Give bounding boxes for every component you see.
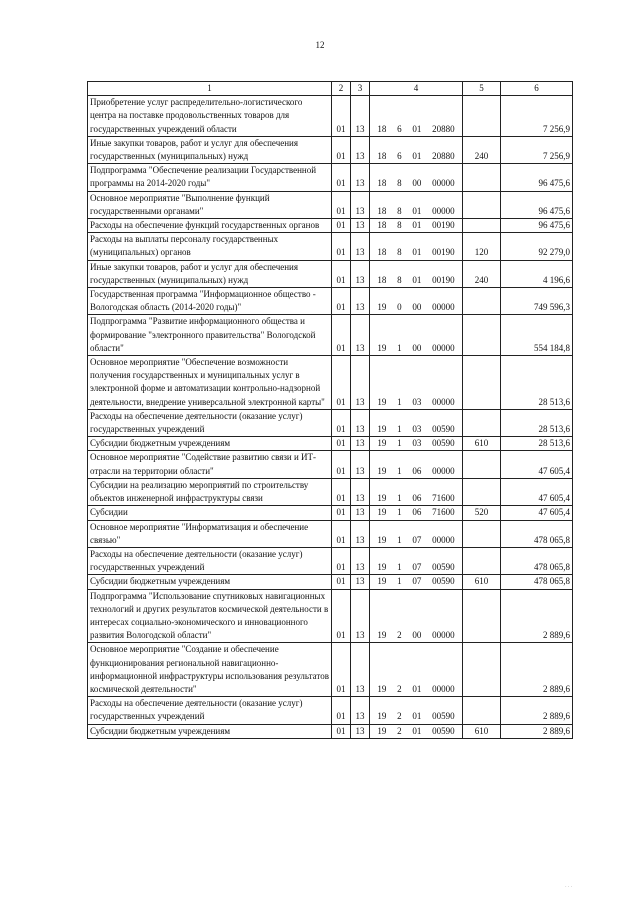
- target-article-part: 19: [377, 302, 387, 313]
- row-section-code: 01: [332, 589, 351, 643]
- target-article-part: 19: [377, 562, 387, 573]
- row-target-article-code: [370, 96, 463, 137]
- row-amount: 749 596,3: [501, 288, 573, 315]
- row-section-code: 01: [332, 260, 351, 287]
- target-article-part: 00000: [432, 534, 455, 545]
- target-article-part: 1: [397, 465, 402, 476]
- row-section-code: 01: [332, 191, 351, 218]
- target-article-part: 00: [412, 342, 422, 353]
- table-row: [88, 697, 573, 724]
- row-amount: 96 475,6: [501, 164, 573, 191]
- table-row: [88, 547, 573, 574]
- row-name: Подпрограмма "Обеспечение реализации Государственной программы на 2014-2020 годы": [88, 164, 332, 191]
- table-row: [88, 288, 573, 315]
- row-subsection-code: 13: [351, 520, 370, 547]
- target-article-part: 00590: [432, 711, 455, 722]
- target-article-part: 00590: [432, 725, 455, 736]
- row-section-code: 01: [332, 219, 351, 233]
- target-article-part: 6: [397, 123, 402, 134]
- row-target-article-code: [370, 478, 463, 505]
- target-article-part: 01: [412, 220, 422, 231]
- table-row: [88, 356, 573, 410]
- row-amount: 7 256,9: [501, 136, 573, 163]
- target-article-part: 00000: [432, 465, 455, 476]
- row-subsection-code: 13: [351, 96, 370, 137]
- row-amount: 478 065,8: [501, 547, 573, 574]
- target-article-part: 18: [377, 247, 387, 258]
- row-target-article-code: [370, 233, 463, 260]
- row-name: Подпрограмма "Развитие информационного общества и формирование "электронного правительства" Вологодской области": [88, 315, 332, 356]
- row-name: Расходы на обеспечение функций государственных органов: [88, 219, 332, 233]
- row-subsection-code: 13: [351, 724, 370, 738]
- row-section-code: 01: [332, 136, 351, 163]
- page-number: 12: [315, 40, 325, 50]
- row-section-code: 01: [332, 356, 351, 410]
- table-row: [88, 233, 573, 260]
- target-article-part: 19: [377, 465, 387, 476]
- row-amount: 92 279,0: [501, 233, 573, 260]
- row-subsection-code: 13: [351, 288, 370, 315]
- row-target-article-code: [370, 136, 463, 163]
- target-article-parts: [372, 150, 460, 163]
- row-target-article-code: [370, 219, 463, 233]
- row-subsection-code: 13: [351, 451, 370, 478]
- row-section-code: 01: [332, 288, 351, 315]
- table-row: [88, 219, 573, 233]
- target-article-part: 00590: [432, 562, 455, 573]
- header-col-5: 5: [463, 82, 501, 96]
- table-row: [88, 437, 573, 451]
- target-article-part: 03: [412, 396, 422, 407]
- target-article-part: 00: [412, 178, 422, 189]
- row-target-article-code: [370, 356, 463, 410]
- row-subsection-code: 13: [351, 233, 370, 260]
- row-target-article-code: [370, 506, 463, 520]
- header-col-4: 4: [370, 82, 463, 96]
- target-article-parts: [372, 205, 460, 218]
- row-name: Основное мероприятие "Создание и обеспечение функционирования региональной навигационно-информационной инфраструктуры использования результатов космической деятельности": [88, 643, 332, 697]
- target-article-part: 2: [397, 683, 402, 694]
- row-name: Основное мероприятие "Информатизация и обеспечение связью": [88, 520, 332, 547]
- row-section-code: 01: [332, 233, 351, 260]
- row-amount: 2 889,6: [501, 589, 573, 643]
- header-col-6: 6: [501, 82, 573, 96]
- target-article-part: 8: [397, 205, 402, 216]
- target-article-part: 00000: [432, 205, 455, 216]
- row-name: Субсидии бюджетным учреждениям: [88, 724, 332, 738]
- row-subsection-code: 13: [351, 478, 370, 505]
- target-article-part: 00590: [432, 576, 455, 587]
- target-article-parts: [372, 710, 460, 723]
- row-subsection-code: 13: [351, 437, 370, 451]
- target-article-part: 1: [397, 396, 402, 407]
- target-article-part: 19: [377, 342, 387, 353]
- target-article-parts: [372, 561, 460, 574]
- row-expense-type-code: 610: [463, 437, 501, 451]
- row-name: Субсидии бюджетным учреждениям: [88, 575, 332, 589]
- row-name: Расходы на обеспечение деятельности (оказание услуг) государственных учреждений: [88, 409, 332, 436]
- row-subsection-code: 13: [351, 506, 370, 520]
- row-expense-type-code: [463, 589, 501, 643]
- row-subsection-code: 13: [351, 409, 370, 436]
- table-row: [88, 409, 573, 436]
- row-target-article-code: [370, 697, 463, 724]
- row-expense-type-code: [463, 191, 501, 218]
- target-article-part: 19: [377, 683, 387, 694]
- table-header-row: [88, 82, 573, 96]
- target-article-part: 8: [397, 274, 402, 285]
- row-expense-type-code: [463, 164, 501, 191]
- target-article-part: 18: [377, 123, 387, 134]
- row-name: Основное мероприятие "Обеспечение возможности получения государственных и муниципальных услуг в электронной форме и автоматизации контрольно-надзорной деятельности, внедрение универсальной электронной карты": [88, 356, 332, 410]
- target-article-part: 00: [412, 302, 422, 313]
- target-article-part: 01: [412, 205, 422, 216]
- target-article-part: 2: [397, 630, 402, 641]
- budget-table: [87, 81, 573, 739]
- row-subsection-code: 13: [351, 575, 370, 589]
- target-article-part: 03: [412, 438, 422, 449]
- target-article-parts: [372, 246, 460, 259]
- target-article-parts: [372, 177, 460, 190]
- target-article-part: 19: [377, 576, 387, 587]
- row-subsection-code: 13: [351, 643, 370, 697]
- row-section-code: 01: [332, 643, 351, 697]
- row-expense-type-code: 610: [463, 724, 501, 738]
- row-expense-type-code: [463, 96, 501, 137]
- target-article-part: 06: [412, 465, 422, 476]
- target-article-part: 07: [412, 534, 422, 545]
- row-subsection-code: 13: [351, 589, 370, 643]
- target-article-parts: [372, 342, 460, 355]
- target-article-part: 00000: [432, 342, 455, 353]
- target-article-parts: [372, 506, 460, 519]
- row-section-code: 01: [332, 478, 351, 505]
- scan-mark: · · ·: [565, 885, 573, 890]
- target-article-part: 06: [412, 507, 422, 518]
- row-section-code: 01: [332, 724, 351, 738]
- target-article-part: 07: [412, 576, 422, 587]
- row-name: Государственная программа "Информационное общество - Вологодская область (2014-2020 годы)": [88, 288, 332, 315]
- target-article-part: 19: [377, 396, 387, 407]
- row-section-code: 01: [332, 520, 351, 547]
- target-article-part: 18: [377, 151, 387, 162]
- header-col-1: 1: [88, 82, 332, 96]
- row-target-article-code: [370, 437, 463, 451]
- table-row: [88, 589, 573, 643]
- target-article-part: 1: [397, 493, 402, 504]
- target-article-part: 19: [377, 725, 387, 736]
- target-article-part: 00190: [432, 274, 455, 285]
- target-article-part: 01: [412, 123, 422, 134]
- row-section-code: 01: [332, 437, 351, 451]
- target-article-part: 19: [377, 438, 387, 449]
- row-subsection-code: 13: [351, 356, 370, 410]
- target-article-part: 19: [377, 507, 387, 518]
- row-section-code: 01: [332, 697, 351, 724]
- row-section-code: 01: [332, 451, 351, 478]
- row-expense-type-code: [463, 478, 501, 505]
- table-body: [88, 96, 573, 739]
- row-amount: 2 889,6: [501, 724, 573, 738]
- table-row: [88, 506, 573, 520]
- row-section-code: 01: [332, 506, 351, 520]
- target-article-parts: [372, 492, 460, 505]
- row-target-article-code: [370, 315, 463, 356]
- row-expense-type-code: [463, 288, 501, 315]
- target-article-part: 18: [377, 178, 387, 189]
- table-row: [88, 724, 573, 738]
- row-expense-type-code: [463, 409, 501, 436]
- target-article-part: 01: [412, 247, 422, 258]
- row-expense-type-code: [463, 356, 501, 410]
- row-name: Субсидии бюджетным учреждениям: [88, 437, 332, 451]
- row-amount: 47 605,4: [501, 478, 573, 505]
- row-target-article-code: [370, 643, 463, 697]
- row-expense-type-code: [463, 643, 501, 697]
- row-subsection-code: 13: [351, 547, 370, 574]
- row-amount: 478 065,8: [501, 520, 573, 547]
- target-article-parts: [372, 123, 460, 136]
- table-row: [88, 315, 573, 356]
- row-section-code: 01: [332, 315, 351, 356]
- target-article-part: 00000: [432, 178, 455, 189]
- table-row: [88, 575, 573, 589]
- row-amount: 96 475,6: [501, 219, 573, 233]
- row-target-article-code: [370, 547, 463, 574]
- target-article-parts: [372, 437, 460, 450]
- row-expense-type-code: [463, 520, 501, 547]
- target-article-parts: [372, 396, 460, 409]
- target-article-parts: [372, 575, 460, 588]
- target-article-parts: [372, 534, 460, 547]
- target-article-part: 20880: [432, 123, 455, 134]
- row-subsection-code: 13: [351, 260, 370, 287]
- row-name: Приобретение услуг распределительно-логистического центра на поставке продовольственных товаров для государственных учреждений области: [88, 96, 332, 137]
- row-amount: 2 889,6: [501, 643, 573, 697]
- row-target-article-code: [370, 724, 463, 738]
- row-section-code: 01: [332, 547, 351, 574]
- target-article-part: 00590: [432, 438, 455, 449]
- row-expense-type-code: [463, 547, 501, 574]
- table-row: [88, 191, 573, 218]
- row-amount: 478 065,8: [501, 575, 573, 589]
- row-amount: 28 513,6: [501, 409, 573, 436]
- row-section-code: 01: [332, 164, 351, 191]
- target-article-part: 00000: [432, 630, 455, 641]
- row-name: Расходы на выплаты персоналу государственных (муниципальных) органов: [88, 233, 332, 260]
- row-target-article-code: [370, 589, 463, 643]
- table-row: [88, 136, 573, 163]
- target-article-part: 19: [377, 711, 387, 722]
- table-row: [88, 96, 573, 137]
- target-article-part: 01: [412, 151, 422, 162]
- row-amount: 47 605,4: [501, 451, 573, 478]
- row-target-article-code: [370, 575, 463, 589]
- target-article-part: 1: [397, 438, 402, 449]
- target-article-part: 18: [377, 274, 387, 285]
- target-article-part: 06: [412, 493, 422, 504]
- target-article-part: 19: [377, 424, 387, 435]
- row-subsection-code: 13: [351, 136, 370, 163]
- target-article-parts: [372, 423, 460, 436]
- row-amount: 28 513,6: [501, 356, 573, 410]
- row-subsection-code: 13: [351, 191, 370, 218]
- target-article-parts: [372, 465, 460, 478]
- target-article-part: 1: [397, 576, 402, 587]
- target-article-part: 1: [397, 534, 402, 545]
- row-subsection-code: 13: [351, 697, 370, 724]
- target-article-part: 00190: [432, 247, 455, 258]
- row-target-article-code: [370, 520, 463, 547]
- header-col-3: 3: [351, 82, 370, 96]
- target-article-parts: [372, 725, 460, 738]
- row-expense-type-code: 240: [463, 136, 501, 163]
- row-expense-type-code: 520: [463, 506, 501, 520]
- row-target-article-code: [370, 288, 463, 315]
- target-article-part: 8: [397, 247, 402, 258]
- target-article-part: 00000: [432, 396, 455, 407]
- target-article-part: 0: [397, 302, 402, 313]
- target-article-part: 18: [377, 205, 387, 216]
- target-article-part: 8: [397, 178, 402, 189]
- table-row: [88, 643, 573, 697]
- target-article-part: 71600: [432, 493, 455, 504]
- row-name: Основное мероприятие "Выполнение функций государственными органами": [88, 191, 332, 218]
- target-article-part: 01: [412, 725, 422, 736]
- row-expense-type-code: 610: [463, 575, 501, 589]
- target-article-part: 1: [397, 342, 402, 353]
- target-article-part: 20880: [432, 151, 455, 162]
- target-article-part: 19: [377, 534, 387, 545]
- target-article-part: 71600: [432, 507, 455, 518]
- target-article-part: 00590: [432, 424, 455, 435]
- row-name: Субсидии на реализацию мероприятий по строительству объектов инженерной инфраструктуры связи: [88, 478, 332, 505]
- row-target-article-code: [370, 451, 463, 478]
- target-article-parts: [372, 629, 460, 642]
- row-name: Иные закупки товаров, работ и услуг для обеспечения государственных (муниципальных) нужд: [88, 260, 332, 287]
- row-expense-type-code: 120: [463, 233, 501, 260]
- row-section-code: 01: [332, 575, 351, 589]
- row-amount: 554 184,8: [501, 315, 573, 356]
- header-col-2: 2: [332, 82, 351, 96]
- target-article-part: 19: [377, 630, 387, 641]
- target-article-part: 2: [397, 711, 402, 722]
- target-article-part: 01: [412, 274, 422, 285]
- target-article-part: 6: [397, 151, 402, 162]
- target-article-part: 00190: [432, 220, 455, 231]
- row-amount: 28 513,6: [501, 437, 573, 451]
- target-article-part: 1: [397, 562, 402, 573]
- target-article-parts: [372, 219, 460, 232]
- target-article-part: 19: [377, 493, 387, 504]
- row-section-code: 01: [332, 96, 351, 137]
- row-section-code: 01: [332, 409, 351, 436]
- row-amount: 96 475,6: [501, 191, 573, 218]
- target-article-part: 1: [397, 507, 402, 518]
- table-row: [88, 260, 573, 287]
- row-name: Иные закупки товаров, работ и услуг для обеспечения государственных (муниципальных) нужд: [88, 136, 332, 163]
- row-amount: 4 196,6: [501, 260, 573, 287]
- target-article-part: 00000: [432, 683, 455, 694]
- target-article-part: 1: [397, 424, 402, 435]
- target-article-part: 2: [397, 725, 402, 736]
- target-article-part: 07: [412, 562, 422, 573]
- table-row: [88, 164, 573, 191]
- row-name: Расходы на обеспечение деятельности (оказание услуг) государственных учреждений: [88, 697, 332, 724]
- target-article-part: 00000: [432, 302, 455, 313]
- row-name: Субсидии: [88, 506, 332, 520]
- target-article-parts: [372, 274, 460, 287]
- target-article-part: 8: [397, 220, 402, 231]
- row-expense-type-code: [463, 451, 501, 478]
- target-article-part: 00: [412, 630, 422, 641]
- row-amount: 2 889,6: [501, 697, 573, 724]
- row-expense-type-code: [463, 315, 501, 356]
- target-article-part: 01: [412, 711, 422, 722]
- target-article-parts: [372, 683, 460, 696]
- table-row: [88, 451, 573, 478]
- row-expense-type-code: [463, 219, 501, 233]
- row-amount: 47 605,4: [501, 506, 573, 520]
- row-subsection-code: 13: [351, 164, 370, 191]
- row-expense-type-code: 240: [463, 260, 501, 287]
- row-target-article-code: [370, 164, 463, 191]
- row-subsection-code: 13: [351, 315, 370, 356]
- table-row: [88, 520, 573, 547]
- row-target-article-code: [370, 409, 463, 436]
- row-target-article-code: [370, 191, 463, 218]
- target-article-parts: [372, 301, 460, 314]
- target-article-part: 01: [412, 683, 422, 694]
- target-article-part: 03: [412, 424, 422, 435]
- table-row: [88, 478, 573, 505]
- row-expense-type-code: [463, 697, 501, 724]
- row-amount: 7 256,9: [501, 96, 573, 137]
- row-name: Основное мероприятие "Содействие развитию связи и ИТ-отрасли на территории области": [88, 451, 332, 478]
- row-name: Расходы на обеспечение деятельности (оказание услуг) государственных учреждений: [88, 547, 332, 574]
- row-target-article-code: [370, 260, 463, 287]
- target-article-part: 18: [377, 220, 387, 231]
- row-name: Подпрограмма "Использование спутниковых навигационных технологий и других результатов космической деятельности в интересах социально-экономического и инновационного развития Вологодской области": [88, 589, 332, 643]
- row-subsection-code: 13: [351, 219, 370, 233]
